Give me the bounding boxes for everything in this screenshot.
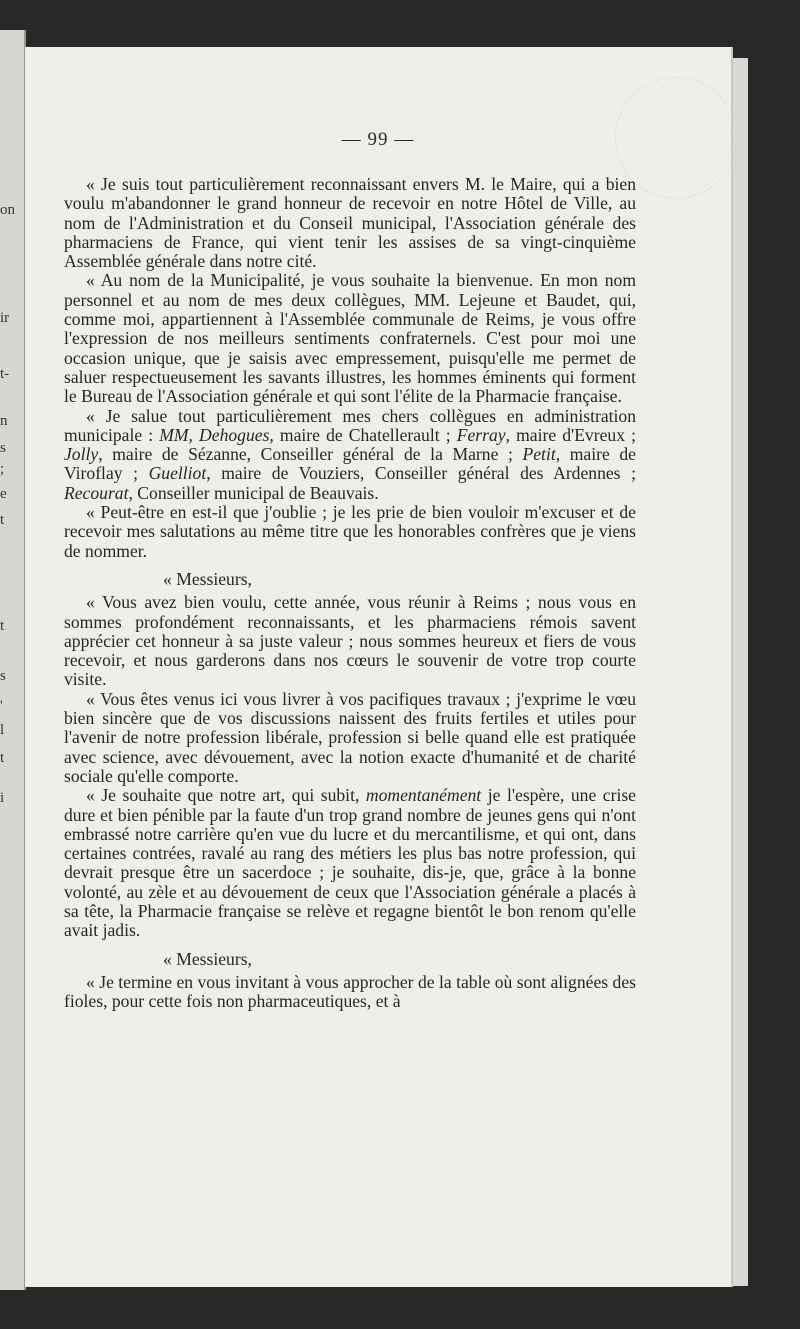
salutation: « Messieurs,	[163, 568, 252, 589]
text-run: , maire d'Evreux ;	[505, 424, 636, 445]
text-run: je l'espère, une crise dure et bien pénible par la faute d'un trop grand nombre de jeunes gens qui n'ont embrassé notre carrière qu'en vue du lucre et du mercantilisme, et qui ont, dans certaines contrées, ravalé au rang des métiers les plus bas notre profession, qui devrait presque être un sacerdoce ; je souhaite, dis-je, que, grâce à la bonne volonté, au zèle et au dévouement de ceux que l'Association générale a placés à sa tête, la Pharmacie française se relève et regagne bientôt le bon renom qu'elle avait jadis.	[64, 785, 636, 941]
left-page-fragment: l	[0, 722, 5, 738]
text-run: « Je souhaite que notre art, qui subit,	[86, 785, 366, 806]
left-page-fragment: '	[0, 698, 3, 714]
paragraph	[64, 407, 636, 503]
left-page-fragment: ir	[0, 310, 10, 326]
left-page-fragment: ;	[0, 461, 5, 477]
page-number: — 99 —	[341, 129, 415, 150]
body-text	[64, 175, 636, 1011]
left-page-fragment: i	[0, 790, 5, 806]
paragraph: « Je termine en vous invitant à vous approcher de la table où sont alignées des fioles, pour cette fois non pharmaceutiques, et à	[64, 971, 636, 1012]
paragraph	[64, 786, 636, 940]
paragraph: « Je suis tout particulièrement reconnaissant envers M. le Maire, qui a bien voulu m'abandonner le grand honneur de recevoir en notre Hôtel de Ville, au nom de l'Administration et du Conseil municipal, l'Association générale des pharmaciens de France, qui vient tenir les assises de sa vingt-cinquième Assemblée générale dans notre cité.	[64, 174, 636, 272]
text-run: , maire de Chatellerault ;	[269, 424, 457, 445]
text-run: , maire de Sézanne, Conseiller général de la Marne ;	[98, 444, 523, 465]
adjacent-left-page	[0, 30, 26, 1290]
left-page-fragment: on	[0, 202, 15, 218]
text-run: , Conseiller municipal de Beauvais.	[128, 482, 379, 503]
paragraph: « Vous êtes venus ici vous livrer à vos pacifiques travaux ; j'exprime le vœu bien sincère que de vos discussions naissent des fruits fertiles et utiles pour l'avenir de notre profession libérale, profession si belle quand elle est pratiquée avec science, avec dévouement, avec la notion exacte d'humanité et de charité sociale qu'elle comporte.	[64, 688, 636, 786]
text-run: , maire de Vouziers, Conseiller général des Ardennes ;	[206, 463, 636, 484]
left-page-fragment: e	[0, 486, 7, 502]
italic-name: momentanément	[365, 785, 482, 806]
left-page-fragment: t	[0, 618, 5, 634]
italic-name: MM, Dehogues	[159, 424, 270, 445]
left-page-fragment: s	[0, 668, 6, 684]
italic-name: Recourat	[64, 482, 129, 503]
left-page-fragment: t-	[0, 366, 10, 382]
salutation: « Messieurs,	[163, 948, 252, 969]
page-edge	[729, 58, 748, 1286]
italic-name: Petit	[522, 444, 556, 465]
left-page-fragment: s	[0, 440, 6, 456]
italic-name: Jolly	[64, 444, 99, 465]
book-page	[25, 47, 731, 1287]
text-run: , maire de Viroflay ;	[64, 444, 636, 484]
paragraph: « Peut-être en est-il que j'oublie ; je les prie de bien vouloir m'excuser et de recevoir mes salutations au même titre que les honorables confrères que je viens de nommer.	[64, 502, 636, 561]
italic-name: Ferray	[456, 424, 506, 445]
italic-name: Guelliot	[148, 463, 207, 484]
left-page-fragment: t	[0, 512, 5, 528]
left-page-fragment: n	[0, 413, 8, 429]
paragraph: « Vous avez bien voulu, cette année, vous réunir à Reims ; nous vous en sommes profondément reconnaissants, et les pharmaciens rémois savent apprécier cet honneur à sa juste valeur ; nous sommes heureux et fiers de vous recevoir, et nous garderons dans nos cœurs le souvenir de votre trop courte visite.	[64, 592, 636, 690]
left-page-fragment: t	[0, 750, 5, 766]
text-run: « Je salue tout particulièrement mes chers collègues en administration municipale :	[64, 405, 636, 445]
paragraph: « Au nom de la Municipalité, je vous souhaite la bienvenue. En mon nom personnel et au nom de mes deux collègues, MM. Lejeune et Baudet, qui, comme moi, appartiennent à l'Assemblée communale de Reims, je vous offre l'expression de nos meilleurs sentiments confraternels. C'est pour moi une occasion unique, que je saisis avec empressement, puisqu'elle me permet de saluer respectueusement les savants illustres, les hommes éminents qui forment le Bureau de l'Association générale et qui sont l'élite de la Pharmacie française.	[64, 270, 636, 407]
